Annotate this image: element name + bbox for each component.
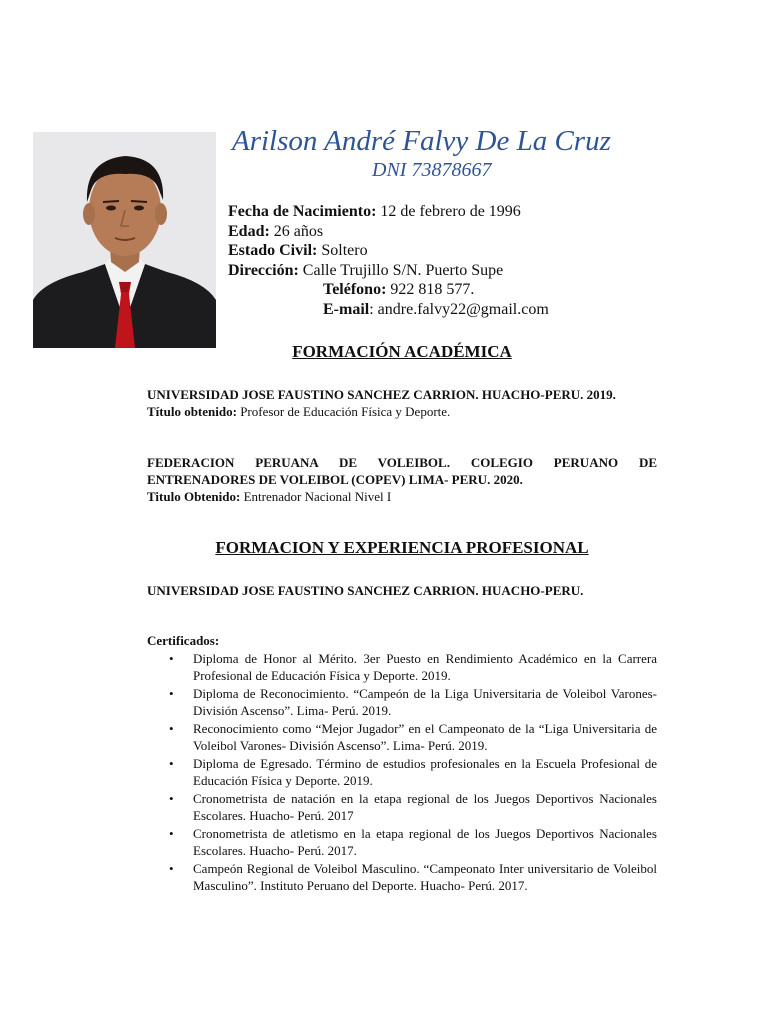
bullet-icon: •	[169, 756, 174, 771]
certificates-label: Certificados:	[147, 633, 220, 648]
bullet-icon: •	[169, 861, 174, 876]
academic-title-label-2: Titulo Obtenido:	[147, 489, 241, 504]
email-value: : andre.falvy22@gmail.com	[369, 300, 549, 318]
academic-heading: FORMACIÓN ACADÉMICA	[292, 342, 512, 361]
professional-institution-block	[147, 582, 657, 599]
certificates-list	[147, 650, 657, 895]
address-value: Calle Trujillo S/N. Puerto Supe	[298, 261, 504, 279]
birth-date-value: 12 de febrero de 1996	[376, 203, 521, 220]
candidate-name: Arilson André Falvy De La Cruz	[232, 125, 611, 157]
birth-date-label: Fecha de Nacimiento:	[228, 203, 377, 220]
candidate-dni: DNI 73878667	[372, 159, 492, 181]
certificates-label-block	[147, 632, 657, 649]
academic-institution-2: FEDERACION PERUANA DE VOLEIBOL. COLEGIO PERUANO DE ENTRENADORES DE VOLEIBOL (COPEV) LIMA- PERU. 2020.	[147, 455, 657, 487]
academic-title-1	[147, 403, 657, 420]
academic-title-value-2: Entrenador Nacional Nivel I	[240, 489, 392, 504]
professional-heading: FORMACION Y EXPERIENCIA PROFESIONAL	[215, 538, 589, 557]
age-row	[228, 222, 549, 242]
phone-value: 922 818 577.	[386, 281, 475, 299]
profile-photo	[33, 132, 216, 348]
list-item: • Diploma de Honor al Mérito. 3er Puesto en Rendimiento Académico en la Carrera Profesional de Educación Física y Deporte. 2019.	[169, 651, 657, 683]
academic-entry-1	[147, 386, 657, 420]
email-row	[228, 300, 549, 320]
address-label: Dirección:	[228, 261, 299, 279]
bullet-icon: •	[169, 686, 174, 701]
academic-title-2	[147, 488, 657, 505]
phone-label: Teléfono:	[323, 281, 387, 299]
email-label: E-mail	[323, 300, 370, 318]
age-label: Edad:	[228, 222, 270, 240]
list-item: • Cronometrista de atletismo en la etapa regional de los Juegos Deportivos Nacionales Escolares. Huacho- Perú. 2017.	[169, 826, 657, 858]
list-item: • Campeón Regional de Voleibol Masculino. “Campeonato Inter universitario de Voleibol Masculino”. Instituto Peruano del Deporte. Huacho- Perú. 2017.	[169, 861, 657, 893]
academic-title-label-1: Título obtenido:	[147, 404, 237, 419]
academic-institution-1: UNIVERSIDAD JOSE FAUSTINO SANCHEZ CARRION. HUACHO-PERU. 2019.	[147, 387, 616, 402]
bullet-icon: •	[169, 651, 174, 666]
bullet-icon: •	[169, 791, 174, 806]
age-value: 26 años	[269, 222, 324, 240]
birth-date-row	[228, 202, 549, 222]
address-row	[228, 261, 549, 281]
civil-status-value: Soltero	[317, 242, 368, 260]
bullet-icon: •	[169, 721, 174, 736]
list-item: • Diploma de Egresado. Término de estudios profesionales en la Escuela Profesional de Educación Física y Deporte. 2019.	[169, 756, 657, 788]
list-item: • Reconocimiento como “Mejor Jugador” en el Campeonato de la “Liga Universitaria de Voleibol Varones- División Ascenso”. Lima- Perú. 2019.	[169, 721, 657, 753]
list-item: • Cronometrista de natación en la etapa regional de los Juegos Deportivos Nacionales Escolares. Huacho- Perú. 2017	[169, 791, 657, 823]
phone-row	[228, 280, 549, 300]
civil-status-label: Estado Civil:	[228, 242, 318, 260]
professional-institution: UNIVERSIDAD JOSE FAUSTINO SANCHEZ CARRION. HUACHO-PERU.	[147, 583, 584, 598]
academic-entry-2	[147, 454, 657, 505]
academic-title-value-1: Profesor de Educación Física y Deporte.	[236, 404, 451, 419]
list-item: • Diploma de Reconocimiento. “Campeón de la Liga Universitaria de Voleibol Varones- División Ascenso”. Lima- Perú. 2019.	[169, 686, 657, 718]
civil-status-row	[228, 241, 549, 261]
personal-info	[228, 202, 549, 320]
bullet-icon: •	[169, 826, 174, 841]
